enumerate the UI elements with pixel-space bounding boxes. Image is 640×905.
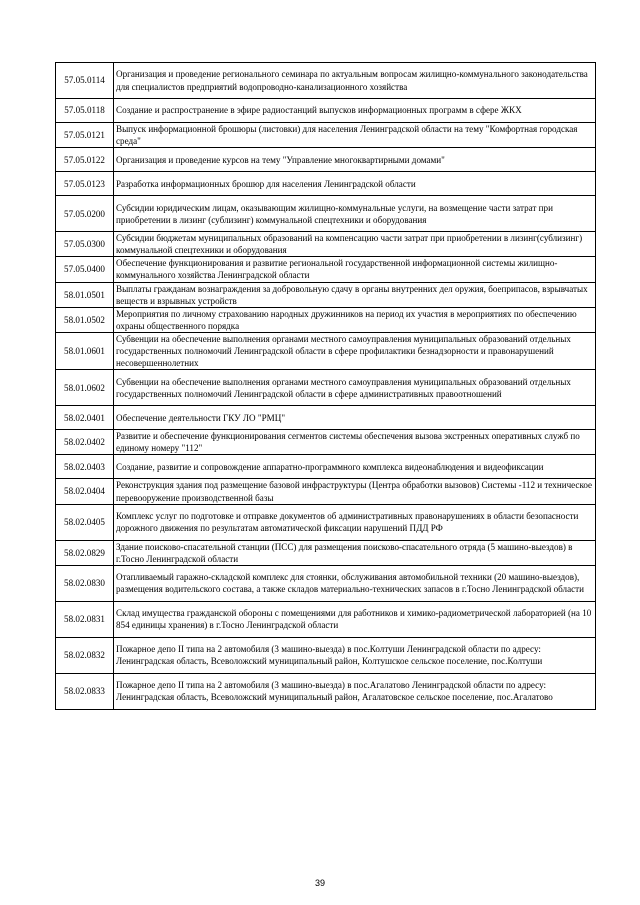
table-row (56, 307, 596, 332)
row-code: 57.05.0200 (56, 196, 114, 232)
page-number: 39 (314, 878, 325, 888)
row-code: 58.02.0403 (56, 455, 114, 479)
row-code: 58.02.0831 (56, 601, 114, 637)
table-row (56, 455, 596, 479)
row-description: Развитие и обеспечение функционирования сегментов системы обеспечения вызова экстренных оперативных служб по единому номеру "112" (114, 430, 596, 455)
row-description: Отапливаемый гаражно-складской комплекс для стоянки, обслуживания автомобильной техники (20 машино-выездов), размещения водительского состава, а также складов материально-технических запасов в г.Тосно Ленинградской области (114, 565, 596, 601)
table-row (56, 479, 596, 504)
table-row (56, 63, 596, 99)
row-code: 58.01.0601 (56, 332, 114, 369)
table-row (56, 504, 596, 540)
table-row (56, 370, 596, 406)
row-code: 57.05.0300 (56, 232, 114, 257)
row-code: 57.05.0400 (56, 257, 114, 282)
row-code: 57.05.0121 (56, 123, 114, 148)
row-code: 58.01.0602 (56, 370, 114, 406)
row-code: 58.01.0501 (56, 282, 114, 307)
row-description: Создание, развитие и сопровождение аппаратно-программного комплекса видеонаблюдения и видеофиксации (114, 455, 596, 479)
budget-codes-table (55, 62, 596, 710)
row-description: Обеспечение функционирования и развитие региональной государственной информационной системы жилищно-коммунального хозяйства Ленинградской области (114, 257, 596, 282)
row-description: Субсидии юридическим лицам, оказывающим жилищно-коммунальные услуги, на возмещение части затрат при приобретении в лизинг (сублизинг) коммунальной спецтехники и оборудования (114, 196, 596, 232)
row-description: Обеспечение деятельности ГКУ ЛО "РМЦ" (114, 406, 596, 430)
table-row (56, 540, 596, 565)
row-description: Мероприятия по личному страхованию народных дружинников на период их участия в мероприятиях по обеспечению охраны общественного порядка (114, 307, 596, 332)
table-row (56, 148, 596, 172)
row-description: Склад имущества гражданской обороны с помещениями для работников и химико-радиометрической лабораторией (на 10 854 единицы хранения) в г.Тосно Ленинградской области (114, 601, 596, 637)
row-code: 58.02.0404 (56, 479, 114, 504)
row-description: Разработка информационных брошюр для населения Ленинградской области (114, 172, 596, 196)
row-description: Выпуск информационной брошюры (листовки) для населения Ленинградской области на тему "Комфортная городская среда" (114, 123, 596, 148)
table-row (56, 123, 596, 148)
row-description: Создание и распространение в эфире радиостанций выпусков информационных программ в сфере ЖКХ (114, 99, 596, 123)
row-code: 58.02.0833 (56, 673, 114, 709)
table-row (56, 430, 596, 455)
row-description: Реконструкция здания под размещение базовой инфраструктуры (Центра обработки вызовов) Системы -112 и техническое перевооружение производственной базы (114, 479, 596, 504)
table-row (56, 196, 596, 232)
table-row (56, 99, 596, 123)
table-row (56, 232, 596, 257)
row-code: 58.02.0830 (56, 565, 114, 601)
row-description: Организация и проведение курсов на тему "Управление многоквартирными домами" (114, 148, 596, 172)
table-row (56, 673, 596, 709)
table-row (56, 332, 596, 369)
row-code: 57.05.0122 (56, 148, 114, 172)
row-code: 58.02.0829 (56, 540, 114, 565)
row-code: 58.02.0405 (56, 504, 114, 540)
row-code: 57.05.0118 (56, 99, 114, 123)
table-row (56, 172, 596, 196)
row-code: 58.01.0502 (56, 307, 114, 332)
table-row (56, 565, 596, 601)
row-description: Субвенции на обеспечение выполнения органами местного самоуправления муниципальных образований отдельных государственных полномочий Ленинградской области в сфере административных правоотношений (114, 370, 596, 406)
row-code: 57.05.0114 (56, 63, 114, 99)
table-body (56, 63, 596, 710)
row-description: Пожарное депо II типа на 2 автомобиля (3 машино-выезда) в пос.Агалатово Ленинградской области по адресу: Ленинградская область, Всеволожский муниципальный район, Агалатовское сельское поселение, пос.Агалатово (114, 673, 596, 709)
row-code: 58.02.0401 (56, 406, 114, 430)
row-description: Выплаты гражданам вознаграждения за добровольную сдачу в органы внутренних дел оружия, боеприпасов, взрывчатых веществ и взрывных устройств (114, 282, 596, 307)
table-row (56, 601, 596, 637)
table-row (56, 282, 596, 307)
row-description: Пожарное депо II типа на 2 автомобиля (3 машино-выезда) в пос.Колтуши Ленинградской области по адресу: Ленинградская область, Всеволожский муниципальный район, Колтушское сельское поселение, пос.Колтуши (114, 637, 596, 673)
table-row (56, 257, 596, 282)
row-description: Здание поисково-спасательной станции (ПСС) для размещения поисково-спасательного отряда (5 машино-выездов) в г.Тосно Ленинградской области (114, 540, 596, 565)
row-description: Комплекс услуг по подготовке и отправке документов об административных правонарушениях в области безопасности дорожного движения по результатам автоматической фиксации нарушений ПДД РФ (114, 504, 596, 540)
row-description: Субвенции на обеспечение выполнения органами местного самоуправления муниципальных образований отдельных государственных полномочий Ленинградской области в сфере профилактики безнадзорности и правонарушений несовершеннолетних (114, 332, 596, 369)
row-code: 58.02.0402 (56, 430, 114, 455)
table-row (56, 406, 596, 430)
row-code: 58.02.0832 (56, 637, 114, 673)
row-code: 57.05.0123 (56, 172, 114, 196)
row-description: Субсидии бюджетам муниципальных образований на компенсацию части затрат при приобретении в лизинг(сублизинг) коммунальной спецтехники и оборудования (114, 232, 596, 257)
row-description: Организация и проведение регионального семинара по актуальным вопросам жилищно-коммунального законодательства для специалистов предприятий водопроводно-канализационного хозяйства (114, 63, 596, 99)
table-row (56, 637, 596, 673)
